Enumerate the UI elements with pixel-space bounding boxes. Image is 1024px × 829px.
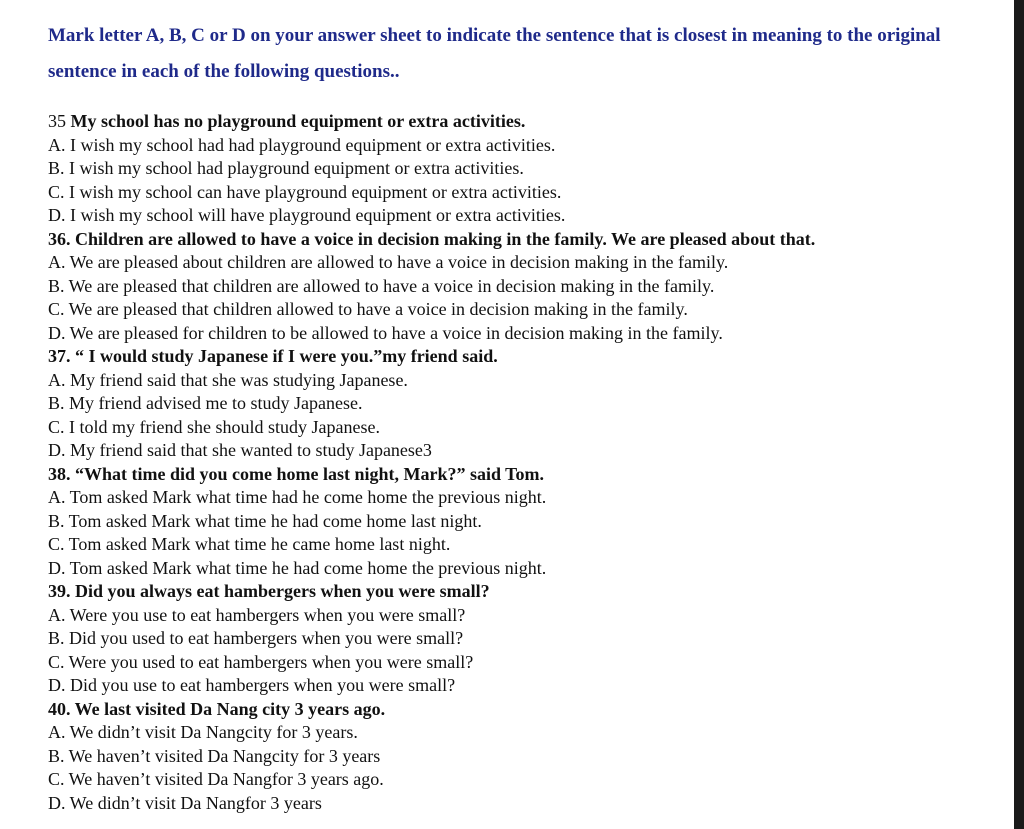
- option-36-c: C. We are pleased that children allowed to have a voice in decision making in the family.: [48, 299, 688, 319]
- option-38-d: D. Tom asked Mark what time he had come home the previous night.: [48, 557, 547, 578]
- instructions-heading: Mark letter A, B, C or D on your answer sheet to indicate the sentence that is closest in meaning to the original sentence in each of the following questions..: [48, 25, 941, 82]
- option-35-a: A. I wish my school had had playground equipment or extra activities.: [48, 134, 556, 155]
- option-39-b: B. Did you used to eat hambergers when you were small?: [48, 628, 464, 648]
- page-edge-border: [1014, 0, 1024, 829]
- option-36-d: D. We are pleased for children to be allowed to have a voice in decision making in the family.: [48, 322, 723, 343]
- option-40-c: C. We haven’t visited Da Nangfor 3 years ago.: [48, 769, 384, 789]
- option-37-b: B. My friend advised me to study Japanese.: [48, 393, 363, 413]
- option-38-b: B. Tom asked Mark what time he had come home last night.: [48, 510, 482, 531]
- option-38-a: A. Tom asked Mark what time had he come home the previous night.: [48, 487, 547, 507]
- option-40-b: B. We haven’t visited Da Nangcity for 3 years: [48, 745, 381, 766]
- option-40-a: A. We didn’t visit Da Nangcity for 3 years.: [48, 722, 358, 742]
- question-39: 39. Did you always eat hambergers when you were small?: [48, 581, 490, 601]
- option-35-d: D. I wish my school will have playground equipment or extra activities.: [48, 205, 566, 225]
- question-38: 38. “What time did you come home last night, Mark?” said Tom.: [48, 463, 545, 484]
- option-37-a: A. My friend said that she was studying Japanese.: [48, 369, 408, 390]
- option-37-c: C. I told my friend she should study Japanese.: [48, 416, 380, 437]
- option-39-c: C. Were you used to eat hambergers when you were small?: [48, 651, 474, 672]
- question-40: 40. We last visited Da Nang city 3 years ago.: [48, 698, 386, 719]
- question-36: 36. Children are allowed to have a voice in decision making in the family. We are pleased about that.: [48, 228, 816, 249]
- question-37: 37. “ I would study Japanese if I were you.”my friend said.: [48, 346, 498, 366]
- option-35-b: B. I wish my school had playground equipment or extra activities.: [48, 158, 524, 178]
- option-39-d: D. Did you use to eat hambergers when you were small?: [48, 675, 456, 695]
- option-36-a: A. We are pleased about children are allowed to have a voice in decision making in the family.: [48, 252, 729, 272]
- option-39-a: A. Were you use to eat hambergers when you were small?: [48, 604, 466, 625]
- question-text: My school has no playground equipment or extra activities.: [70, 111, 526, 131]
- question-35: [48, 110, 998, 134]
- option-38-c: C. Tom asked Mark what time he came home last night.: [48, 534, 451, 554]
- option-40-d: D. We didn’t visit Da Nangfor 3 years: [48, 792, 322, 813]
- option-35-c: C. I wish my school can have playground equipment or extra activities.: [48, 181, 562, 202]
- option-37-d: D. My friend said that she wanted to study Japanese3: [48, 440, 432, 460]
- question-number: 35: [48, 111, 71, 131]
- worksheet: [48, 18, 998, 815]
- option-36-b: B. We are pleased that children are allowed to have a voice in decision making in the family.: [48, 275, 715, 296]
